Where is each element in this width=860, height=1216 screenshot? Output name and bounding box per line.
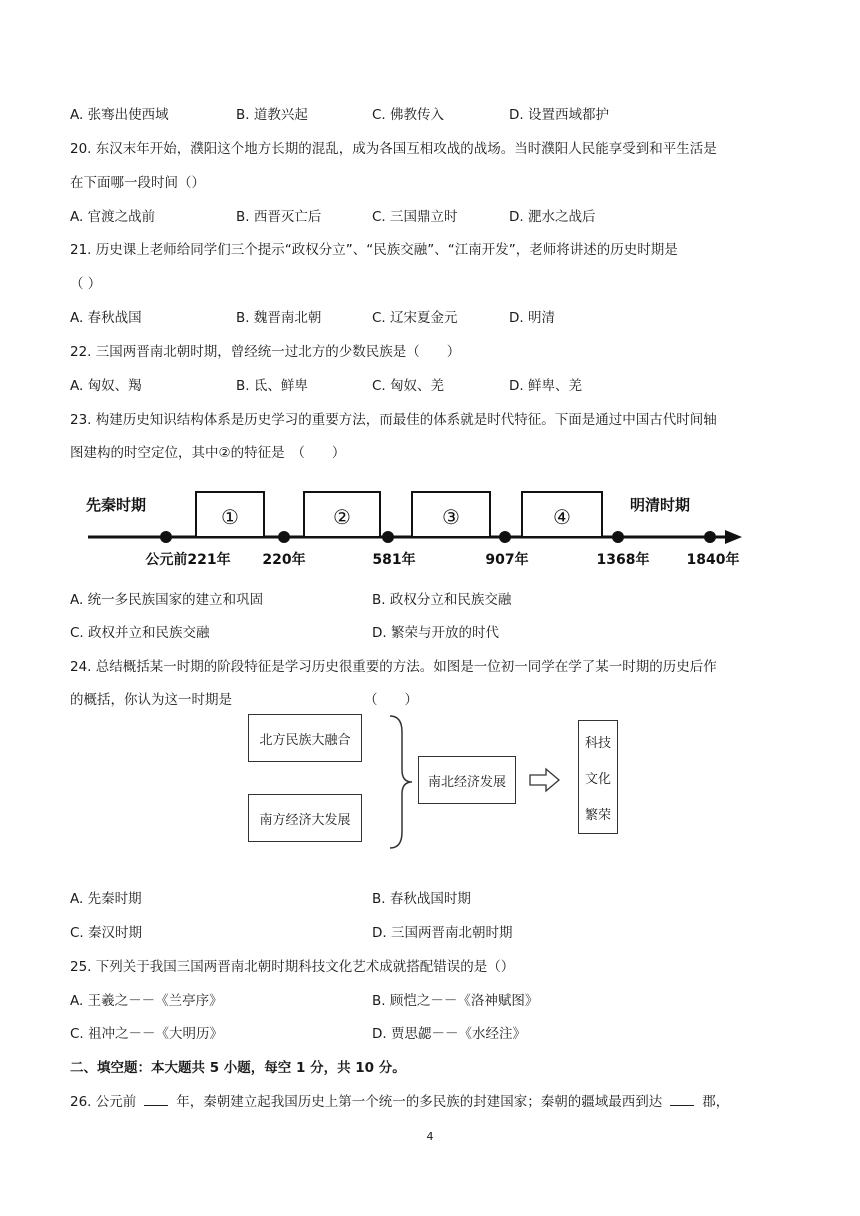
q26-part1: 26. 公元前 xyxy=(70,1094,137,1110)
q23-stem-line1: 23. 构建历史知识结构体系是历史学习的重要方法，而最佳的体系就是时代特征。下面是通过中国古代时间轴 xyxy=(70,412,717,428)
summary-result-1: 科技 xyxy=(584,735,611,751)
timeline-date-3: 581年 xyxy=(372,552,416,568)
q20-option-c: C. 三国鼎立时 xyxy=(372,209,458,225)
timeline-dot-5 xyxy=(612,531,624,543)
q19-option-c: C. 佛教传入 xyxy=(372,107,445,123)
timeline-dot-1 xyxy=(160,531,172,543)
q23-option-d: D. 繁荣与开放的时代 xyxy=(372,625,499,641)
timeline-diagram xyxy=(70,484,750,576)
summary-box-middle: 南北经济发展 xyxy=(418,756,516,804)
timeline-box-3-label: ③ xyxy=(442,505,460,529)
timeline-date-4: 907年 xyxy=(485,552,529,568)
q26-blank-2[interactable] xyxy=(670,1093,694,1106)
q20-option-a: A. 官渡之战前 xyxy=(70,209,156,225)
timeline-box-4-label: ④ xyxy=(553,505,571,529)
q20-stem-line2: 在下面哪一段时间（） xyxy=(70,175,205,191)
summary-result-2: 文化 xyxy=(584,771,611,787)
page-number: 4 xyxy=(426,1130,434,1143)
summary-arrow-icon xyxy=(528,767,562,793)
timeline-date-5: 1368年 xyxy=(596,552,650,568)
timeline-dot-3 xyxy=(382,531,394,543)
q26-part3: 郡， xyxy=(702,1094,730,1110)
timeline-dot-4 xyxy=(499,531,511,543)
q24-stem-line1: 24. 总结概括某一时期的阶段特征是学习历史很重要的方法。如图是一位初一同学在学了某一时期的历史后作 xyxy=(70,659,717,675)
timeline-date-2: 220年 xyxy=(262,552,306,568)
q26-blank-1[interactable] xyxy=(144,1093,168,1106)
q23-option-a: A. 统一多民族国家的建立和巩固 xyxy=(70,592,264,608)
summary-box-north: 北方民族大融合 xyxy=(248,714,362,762)
q26-part2: 年，秦朝建立起我国历史上第一个统一的多民族的封建国家；秦朝的疆域最西到达 xyxy=(176,1094,663,1110)
q25-option-c: C. 祖冲之－－《大明历》 xyxy=(70,1026,224,1042)
q24-stem-line2: 的概括，你认为这一时期是 xyxy=(70,692,232,708)
q19-option-d: D. 设置西域都护 xyxy=(509,107,609,123)
q22-option-a: A. 匈奴、羯 xyxy=(70,378,142,394)
timeline-date-6: 1840年 xyxy=(686,552,740,568)
q22-option-d: D. 鲜卑、羌 xyxy=(509,378,582,394)
timeline-right-label: 明清时期 xyxy=(630,496,691,514)
q25-option-d: D. 贾思勰－－《水经注》 xyxy=(372,1026,526,1042)
timeline-dot-2 xyxy=(278,531,290,543)
section-heading: 二、填空题：本大题共 5 小题，每空 1 分，共 10 分。 xyxy=(70,1060,406,1076)
q21-option-c: C. 辽宋夏金元 xyxy=(372,310,458,326)
q20-option-d: D. 淝水之战后 xyxy=(509,209,596,225)
q25-option-b: B. 顾恺之－－《洛神赋图》 xyxy=(372,993,539,1009)
q24-paren: （ ） xyxy=(364,692,418,708)
timeline-dot-6 xyxy=(704,531,716,543)
q21-option-b: B. 魏晋南北朝 xyxy=(236,310,322,326)
q21-option-d: D. 明清 xyxy=(509,310,555,326)
q21-stem-line2: （ ） xyxy=(70,276,102,292)
q21-option-a: A. 春秋战国 xyxy=(70,310,142,326)
q20-option-b: B. 西晋灭亡后 xyxy=(236,209,322,225)
q22-option-c: C. 匈奴、羌 xyxy=(372,378,445,394)
timeline-arrow-icon xyxy=(725,530,742,544)
q24-option-b: B. 春秋战国时期 xyxy=(372,891,471,907)
timeline-date-1: 公元前221年 xyxy=(145,552,231,568)
q24-option-c: C. 秦汉时期 xyxy=(70,925,143,941)
q26-stem xyxy=(70,1090,729,1110)
summary-box-south: 南方经济大发展 xyxy=(248,794,362,842)
timeline-left-label: 先秦时期 xyxy=(86,496,147,514)
q24-option-d: D. 三国两晋南北朝时期 xyxy=(372,925,513,941)
summary-result-3: 繁荣 xyxy=(584,807,611,823)
q22-stem: 22. 三国两晋南北朝时期，曾经统一过北方的少数民族是（ ） xyxy=(70,344,461,360)
q24-option-a: A. 先秦时期 xyxy=(70,891,142,907)
q23-option-b: B. 政权分立和民族交融 xyxy=(372,592,512,608)
timeline-box-1-label: ① xyxy=(221,505,239,529)
summary-box-result xyxy=(578,720,618,834)
q20-stem-line1: 20. 东汉末年开始，濮阳这个地方长期的混乱，成为各国互相攻战的战场。当时濮阳人民能享受到和平生活是 xyxy=(70,141,717,157)
q25-stem: 25. 下列关于我国三国两晋南北朝时期科技文化艺术成就搭配错误的是（） xyxy=(70,959,515,975)
q23-option-c: C. 政权并立和民族交融 xyxy=(70,625,210,641)
q19-option-b: B. 道教兴起 xyxy=(236,107,308,123)
timeline-box-2-label: ② xyxy=(333,505,351,529)
q25-option-a: A. 王羲之－－《兰亭序》 xyxy=(70,993,223,1009)
q21-stem-line1: 21. 历史课上老师给同学们三个提示“政权分立”、“民族交融”、“江南开发”，老师将讲述的历史时期是 xyxy=(70,242,678,258)
q19-option-a: A. 张骞出使西域 xyxy=(70,107,169,123)
q22-option-b: B. 氐、鲜卑 xyxy=(236,378,308,394)
q23-stem-line2: 图建构的时空定位，其中②的特征是 （ ） xyxy=(70,445,346,461)
